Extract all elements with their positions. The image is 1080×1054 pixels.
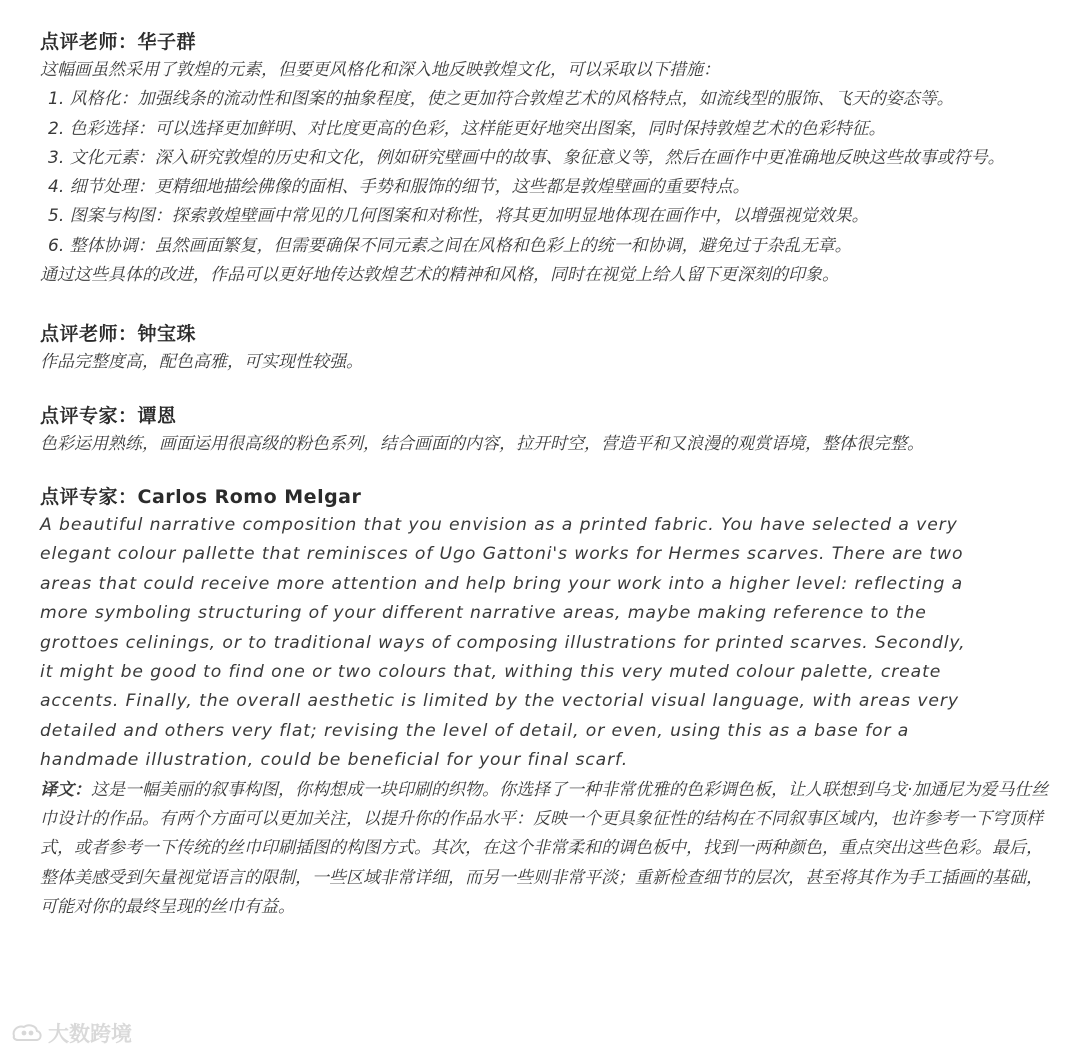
translation-text: 这是一幅美丽的叙事构图，你构想成一块印刷的织物。你选择了一种非常优雅的色彩调色板，让人联想到乌戈·加通尼为爱马仕丝巾设计的作品。有两个方面可以更加关注，以提升你的作品水平：反映一个更具象征性的结构在不同叙事区域内，也许参考一下穹顶样式，或者参考一下传统的丝巾印刷插图的构图方式。其次，在这个非常柔和的调色板中，找到一两种颜色，重点突出这些色彩。最后，整体美感受到矢量视觉语言的限制，一些区域非常详细，而另一些则非常平淡；重新检查细节的层次，甚至将其作为手工插画的基础，可能对你的最终呈现的丝巾有益。 (40, 779, 1049, 917)
review-conclusion: 通过这些具体的改进，作品可以更好地传达敦煌艺术的精神和风格，同时在视觉上给人留下更深刻的印象。 (40, 265, 839, 286)
review-block-3 (40, 402, 1050, 459)
english-review-line: accents. Finally, the overall aesthetic is limited by the vectorial visual language, with areas very (40, 691, 959, 712)
english-review-line: handmade illustration, could be beneficial for your final scarf. (40, 750, 629, 771)
review-list-item: 4. 细节处理：更精细地描绘佛像的面相、手势和服饰的细节，这些都是敦煌壁画的重要特点。 (48, 177, 750, 198)
spacer (40, 290, 1050, 320)
review-intro: 这幅画虽然采用了敦煌的元素，但要更风格化和深入地反映敦煌文化，可以采取以下措施： (40, 60, 720, 80)
english-review-line: detailed and others very flat; revising the level of detail, or even, using this as a base for a (40, 720, 910, 741)
watermark (10, 1018, 132, 1048)
translation-paragraph (40, 776, 1050, 922)
review-list-item: 1. 风格化：加强线条的流动性和图案的抽象程度，使之更加符合敦煌艺术的风格特点，如流线型的服饰、飞天的姿态等。 (48, 89, 954, 110)
review-list-item: 2. 色彩选择：可以选择更加鲜明、对比度更高的色彩，这样能更好地突出图案，同时保持敦煌艺术的色彩特征。 (48, 118, 886, 139)
review-heading: 点评老师：华子群 (40, 31, 197, 53)
review-list-item: 6. 整体协调：虽然画面繁复，但需要确保不同元素之间在风格和色彩上的统一和协调，避免过于杂乱无章。 (48, 235, 852, 256)
review-text: 作品完整度高，配色高雅，可实现性较强。 (40, 352, 363, 373)
spacer (40, 459, 1050, 483)
english-review-line: grottoes celinings, or to traditional ways of composing illustrations for printed scarves. Secondly, (40, 632, 966, 653)
brand-logo-icon (10, 1022, 44, 1044)
english-review-line: areas that could receive more attention and help bring your work into a higher level: reflecting a (40, 573, 964, 594)
review-heading: 点评专家：Carlos Romo Melgar (40, 485, 362, 508)
english-review-line: elegant colour pallette that reminisces of Ugo Gattoni's works for Hermes scarves. There are two (40, 544, 964, 565)
review-list-item: 5. 图案与构图：探索敦煌壁画中常见的几何图案和对称性，将其更加明显地体现在画作中，以增强视觉效果。 (48, 206, 869, 227)
translation-label: 译文： (40, 779, 91, 800)
review-list-item: 3. 文化元素：深入研究敦煌的历史和文化，例如研究壁画中的故事、象征意义等，然后在画作中更准确地反映这些故事或符号。 (48, 147, 1005, 168)
english-review-line: it might be good to find one or two colours that, withing this very muted colour palette, create (40, 662, 942, 682)
review-heading: 点评老师：钟宝珠 (40, 323, 197, 346)
spacer (40, 378, 1050, 402)
english-review-line: more symboling structuring of your different narrative areas, maybe making reference to the (40, 603, 927, 624)
review-heading: 点评专家：谭恩 (40, 404, 177, 427)
review-document (40, 28, 1050, 922)
watermark-text: 大数跨境 (48, 1022, 132, 1046)
review-block-4 (40, 483, 1050, 922)
review-text: 色彩运用熟练，画面运用很高级的粉色系列，结合画面的内容，拉开时空，营造平和又浪漫的观赏语境，整体很完整。 (40, 433, 924, 454)
review-block-1 (40, 28, 1050, 290)
english-review-line: A beautiful narrative composition that you envision as a printed fabric. You have selected a very (40, 514, 958, 535)
review-block-2 (40, 320, 1050, 377)
